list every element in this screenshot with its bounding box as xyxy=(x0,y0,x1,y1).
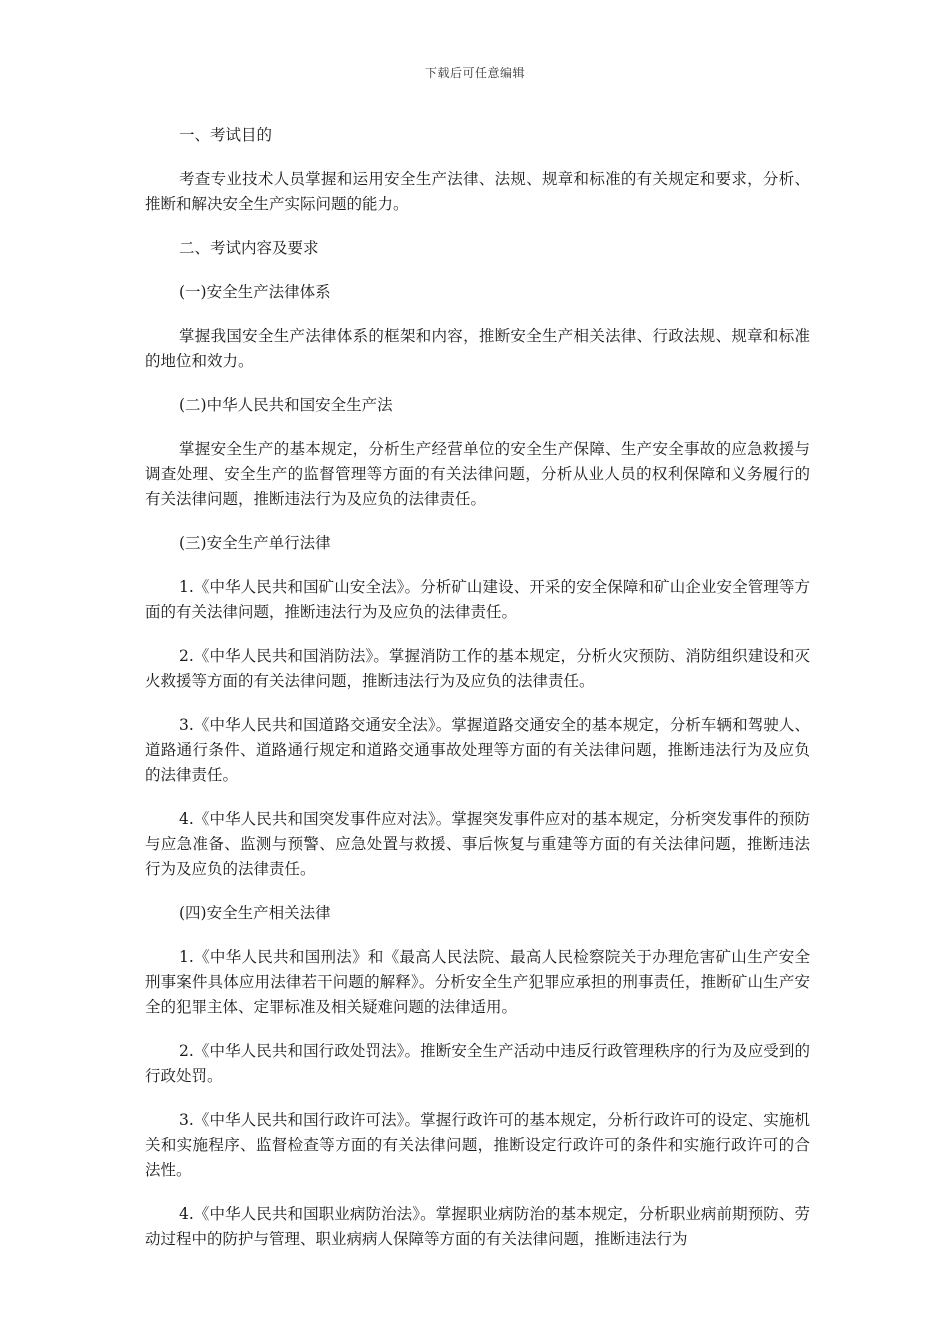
page-header: 下载后可任意编辑 xyxy=(424,66,525,80)
list-item: 4.《中华人民共和国职业病防治法》。掌握职业病防治的基本规定，分析职业病前期预防、劳动过程中的防护与管理、职业病病人保障等方面的有关法律问题，推断违法行为 xyxy=(145,1205,810,1248)
list-item: 2.《中华人民共和国行政处罚法》。推断安全生产活动中违反行政管理秩序的行为及应受到的行政处罚。 xyxy=(145,1042,810,1085)
list-item: 4.《中华人民共和国突发事件应对法》。掌握突发事件应对的基本规定，分析突发事件的预防与应急准备、监测与预警、应急处置与救援、事后恢复与重建等方面的有关法律问题，推断违法行为及应负的法律责任。 xyxy=(145,810,810,878)
list-item: 1.《中华人民共和国矿山安全法》。分析矿山建设、开采的安全保障和矿山企业安全管理等方面的有关法律问题，推断违法行为及应负的法律责任。 xyxy=(145,578,810,621)
document-body xyxy=(145,123,810,1271)
list-item: 1.《中华人民共和国刑法》和《最高人民法院、最高人民检察院关于办理危害矿山生产安全刑事案件具体应用法律若干问题的解释》。分析安全生产犯罪应承担的刑事责任，推断矿山生产安全的犯罪主体、定罪标准及相关疑难问题的法律适用。 xyxy=(145,948,810,1016)
subsection-heading: (二)中华人民共和国安全生产法 xyxy=(179,396,393,414)
subsection-heading: (三)安全生产单行法律 xyxy=(179,534,331,552)
section-heading-exam-content: 二、考试内容及要求 xyxy=(179,239,319,257)
paragraph: 考查专业技术人员掌握和运用安全生产法律、法规、规章和标准的有关规定和要求，分析、推断和解决安全生产实际问题的能力。 xyxy=(145,170,810,213)
list-item: 3.《中华人民共和国道路交通安全法》。掌握道路交通安全的基本规定，分析车辆和驾驶人、道路通行条件、道路通行规定和道路交通事故处理等方面的有关法律问题，推断违法行为及应负的法律责任。 xyxy=(145,716,810,784)
paragraph: 掌握安全生产的基本规定，分析生产经营单位的安全生产保障、生产安全事故的应急救援与调查处理、安全生产的监督管理等方面的有关法律问题，分析从业人员的权利保障和义务履行的有关法律问题，推断违法行为及应负的法律责任。 xyxy=(145,440,810,508)
section-heading-exam-purpose: 一、考试目的 xyxy=(179,126,273,144)
paragraph: 掌握我国安全生产法律体系的框架和内容，推断安全生产相关法律、行政法规、规章和标准的地位和效力。 xyxy=(145,327,810,370)
subsection-heading: (一)安全生产法律体系 xyxy=(179,283,331,301)
list-item: 2.《中华人民共和国消防法》。掌握消防工作的基本规定，分析火灾预防、消防组织建设和灭火救援等方面的有关法律问题，推断违法行为及应负的法律责任。 xyxy=(145,647,810,690)
subsection-heading: (四)安全生产相关法律 xyxy=(179,904,331,922)
list-item: 3.《中华人民共和国行政许可法》。掌握行政许可的基本规定，分析行政许可的设定、实施机关和实施程序、监督检查等方面的有关法律问题，推断设定行政许可的条件和实施行政许可的合法性。 xyxy=(145,1111,810,1179)
